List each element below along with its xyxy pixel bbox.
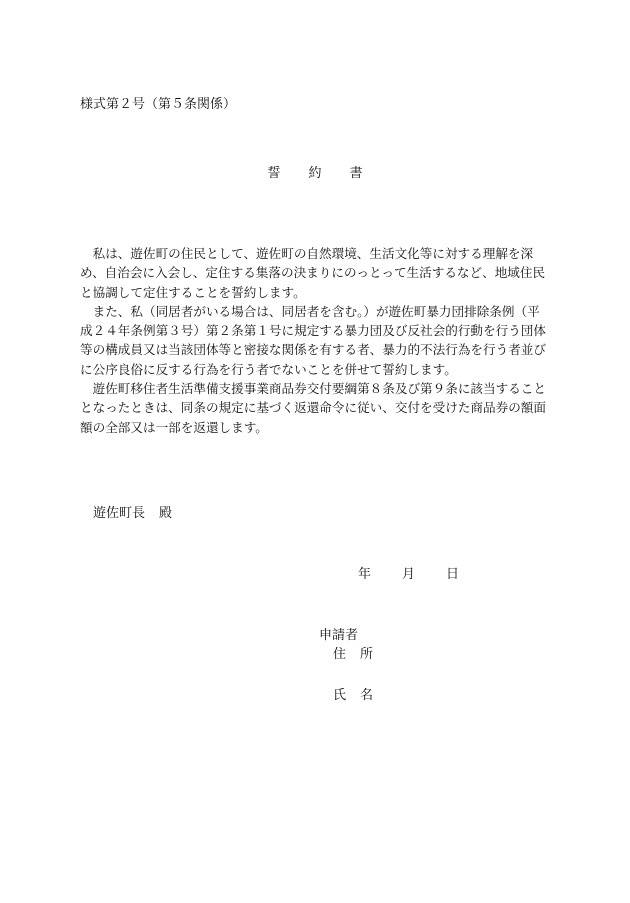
- addressee-name: 遊佐町長: [93, 506, 146, 521]
- pledge-body: [80, 244, 552, 437]
- address-label: [333, 646, 373, 664]
- title-char-2: 約: [308, 166, 322, 181]
- date-year-label: 年: [358, 567, 372, 582]
- name-label-char-2: 名: [360, 688, 374, 703]
- address-label-char-1: 住: [333, 647, 347, 662]
- applicant-label: 申請者: [319, 628, 359, 643]
- date-day-label: 日: [446, 567, 460, 582]
- name-label-char-1: 氏: [333, 688, 347, 703]
- addressee-honorific: 殿: [159, 506, 173, 521]
- title-char-1: 誓: [267, 166, 281, 181]
- date-line: [358, 566, 490, 584]
- name-label: [333, 687, 373, 705]
- date-month-label: 月: [402, 567, 416, 582]
- address-label-char-2: 所: [360, 647, 374, 662]
- pledge-paragraph-3: 遊佐町移住者生活準備支援事業商品券交付要綱第８条及び第９条に該当することとなったときは、同条の規定に基づく返還命令に従い、交付を受けた商品券の額面額の全部又は一部を返還します。: [80, 381, 546, 435]
- document-title: [0, 165, 630, 183]
- pledge-paragraph-1: 私は、遊佐町の住民として、遊佐町の自然環境、生活文化等に対する理解を深め、自治会に入会し、定住する集落の決まりにのっとって生活するなど、地域住民と協調して定住することを誓約します。: [80, 246, 546, 300]
- form-number: 様式第２号（第５条関係）: [80, 97, 237, 112]
- pledge-paragraph-2: また、私（同居者がいる場合は、同居者を含む。）が遊佐町暴力団排除条例（平成２４年条例第３号）第２条第１号に規定する暴力団及び反社会的行動を行う団体等の構成員又は当該団体等と密接な関係を有する者、暴力的不法行為を行う者並びに公序良俗に反する行為を行う者でないことを併せて誓約します。: [80, 303, 546, 377]
- addressee: [93, 505, 172, 523]
- title-char-3: 書: [349, 166, 363, 181]
